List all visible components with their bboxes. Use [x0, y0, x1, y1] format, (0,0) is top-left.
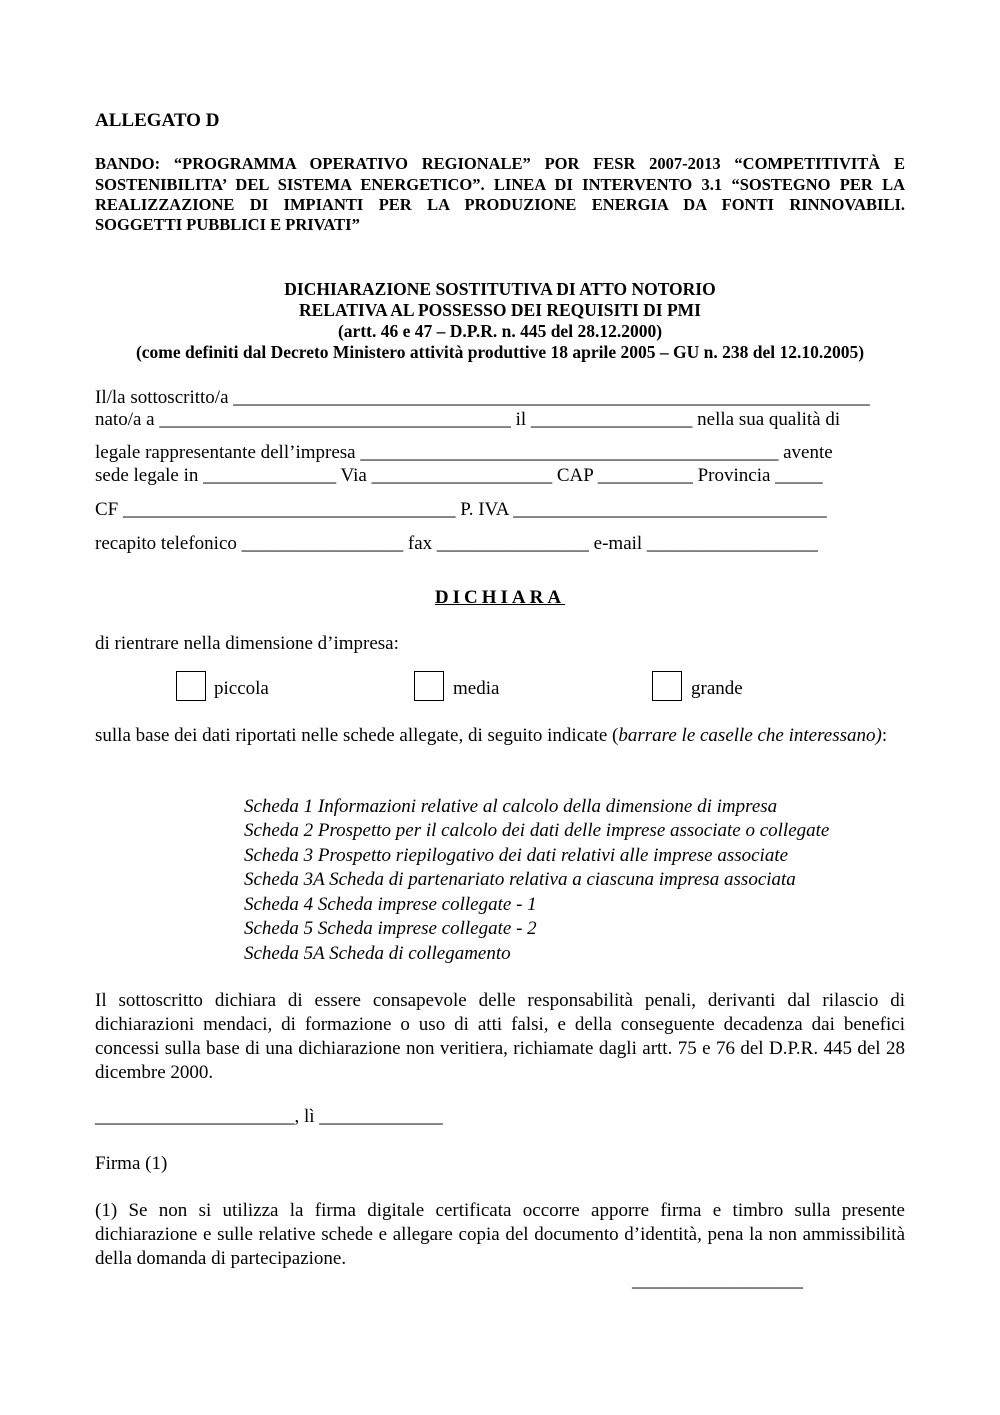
bando-line-1: BANDO: “PROGRAMMA OPERATIVO REGIONALE” POR FESR 2007-2013 “COMPETITIVITÀ E	[95, 154, 905, 173]
option-media-label: media	[453, 678, 500, 699]
footnote: (1) Se non si utilizza la firma digitale certificata occorre apporre firma e timbro sulla presente dichiarazione e sulle relative schede e allegare copia del documento d’identità, pena la non ammissibilità della domanda di partecipazione.	[95, 1200, 905, 1269]
option-grande-label: grande	[691, 678, 743, 699]
dichiara-heading: DICHIARA	[434, 587, 566, 608]
bando-line-4: SOGGETTI PUBBLICI E PRIVATI”	[95, 215, 360, 234]
scheda-item: Scheda 5 Scheda imprese collegate - 2	[244, 918, 537, 939]
checkbox-grande[interactable]	[652, 671, 682, 701]
scheda-item: Scheda 1 Informazioni relative al calcolo della dimensione di impresa	[244, 796, 778, 817]
allegato-label: ALLEGATO D	[95, 110, 220, 131]
title-line-3: (artt. 46 e 47 – D.P.R. n. 445 del 28.12.2000)	[337, 321, 663, 341]
firma-label: Firma (1)	[95, 1153, 168, 1174]
scheda-item: Scheda 3A Scheda di partenariato relativa a ciascuna impresa associata	[244, 869, 796, 890]
title-line-1: DICHIARAZIONE SOSTITUTIVA DI ATTO NOTORIO	[284, 279, 716, 299]
basis-italic-text: barrare le caselle che interessano)	[618, 725, 882, 746]
checkbox-media[interactable]	[414, 671, 444, 701]
basis-end: :	[881, 725, 888, 746]
scheda-item: Scheda 2 Prospetto per il calcolo dei dati delle imprese associate o collegate	[244, 820, 830, 841]
dimensione-intro: di rientrare nella dimensione d’impresa:	[95, 633, 399, 654]
title-line-2: RELATIVA AL POSSESSO DEI REQUISITI DI PMI	[299, 300, 701, 320]
bando-line-2: SOSTENIBILITA’ DEL SISTEMA ENERGETICO”. LINEA DI INTERVENTO 3.1 “SOSTEGNO PER LA	[95, 175, 905, 194]
form-line-cf-piva[interactable]: CF ___________________________________ P. IVA _________________________________	[95, 499, 827, 520]
basis-paragraph	[95, 724, 905, 748]
checkbox-piccola[interactable]	[176, 671, 206, 701]
form-line-recapiti[interactable]: recapito telefonico _________________ fax ________________ e-mail __________________	[95, 533, 818, 554]
scheda-item: Scheda 3 Prospetto riepilogativo dei dati relativi alle imprese associate	[244, 845, 789, 866]
declaration-paragraph: Il sottoscritto dichiara di essere consapevole delle responsabilità penali, derivanti dal rilascio di dichiarazioni mendaci, di formazione o uso di atti falsi, e della conseguente decadenza dai benefici concessi sulla base di una dichiarazione non veritiera, richiamate dagli artt. 75 e 76 del D.P.R. 445 del 28 dicembre 2000.	[95, 990, 905, 1083]
scheda-item: Scheda 4 Scheda imprese collegate - 1	[244, 894, 537, 915]
basis-text: sulla base dei dati riportati nelle schede allegate, di seguito indicate (	[95, 725, 619, 746]
title-line-4: (come definiti dal Decreto Ministero attività produttive 18 aprile 2005 – GU n. 238 del 12.10.2005)	[135, 342, 865, 362]
bando-line-3: REALIZZAZIONE DI IMPIANTI PER LA PRODUZIONE ENERGIA DA FONTI RINNOVABILI.	[95, 195, 905, 214]
place-date-line[interactable]: _____________________, lì _____________	[95, 1106, 443, 1127]
signature-line[interactable]: __________________	[632, 1270, 803, 1291]
form-line-nato[interactable]: nato/a a _____________________________________ il _________________ nella sua qualità di	[95, 409, 841, 430]
form-line-sede-legale[interactable]: sede legale in ______________ Via ___________________ CAP __________ Provincia _____	[95, 465, 823, 486]
form-line-legale-rappresentante[interactable]: legale rappresentante dell’impresa ____________________________________________ avente	[95, 442, 833, 463]
option-piccola-label: piccola	[214, 678, 269, 699]
form-line-sottoscritto[interactable]: Il/la sottoscritto/a ___________________________________________________________________	[95, 387, 870, 408]
scheda-item: Scheda 5A Scheda di collegamento	[244, 943, 511, 964]
